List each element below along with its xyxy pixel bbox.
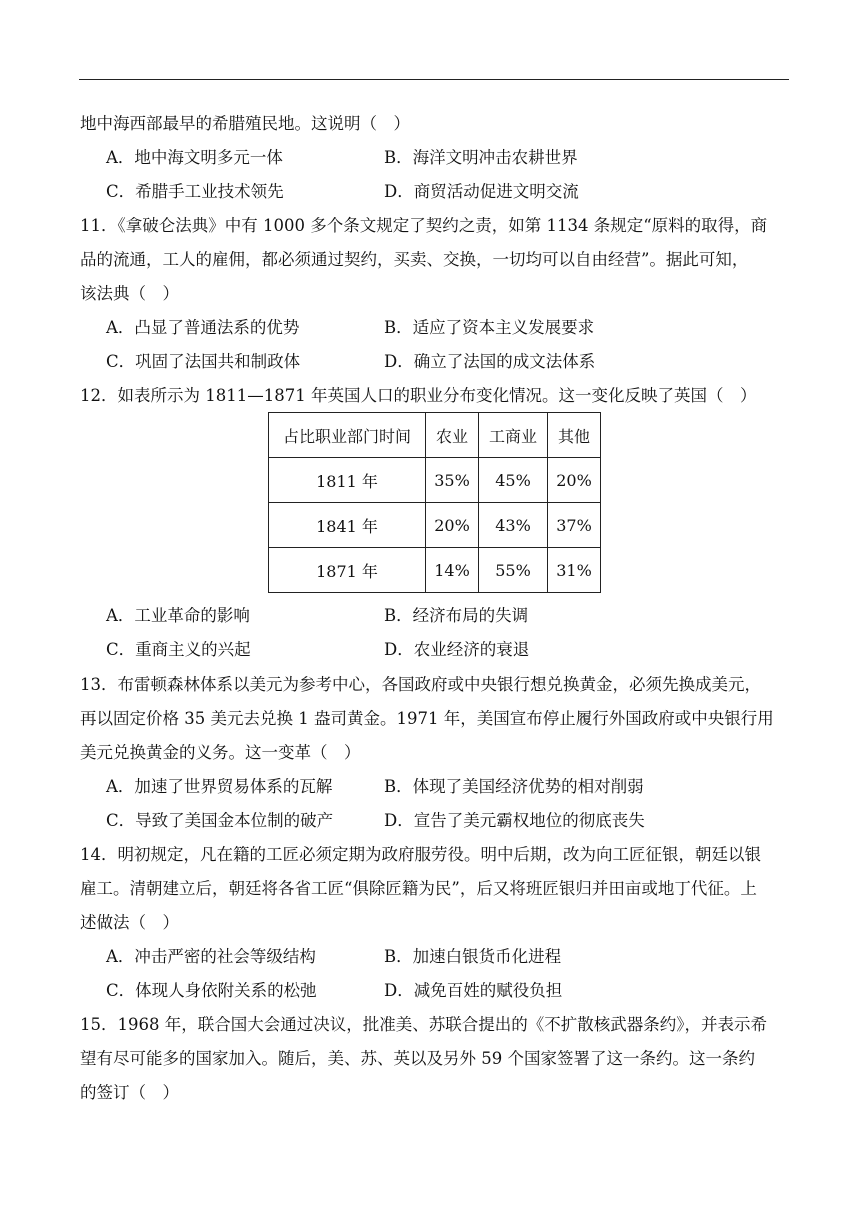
table-header-row bbox=[269, 413, 601, 458]
q11-stem-line-1: 11．《拿破仑法典》中有 1000 多个条文规定了契约之责，如第 1134 条规定“原料的取得，商 bbox=[80, 216, 768, 235]
q11-option-b[interactable]: B．适应了资本主义发展要求 bbox=[384, 318, 595, 337]
header-rule bbox=[79, 79, 789, 80]
q10-option-d[interactable]: D．商贸活动促进文明交流 bbox=[384, 182, 579, 201]
q13-option-b[interactable]: B．体现了美国经济优势的相对削弱 bbox=[384, 777, 644, 796]
q11-stem-line-2: 品的流通，工人的雇佣，都必须通过契约，买卖、交换，一切均可以自由经营”。据此可知， bbox=[80, 250, 749, 269]
q14-option-c[interactable]: C．体现人身依附关系的松弛 bbox=[106, 981, 317, 1000]
q13-option-d[interactable]: D．宣告了美元霸权地位的彻底丧失 bbox=[384, 811, 645, 830]
q13-stem-line-3: 美元兑换黄金的义务。这一变革（ ） bbox=[80, 743, 361, 762]
table-header-cell: 农业 bbox=[426, 413, 479, 458]
table-cell-year: 1811 年 bbox=[269, 458, 426, 503]
table-cell: 55% bbox=[479, 548, 548, 593]
q13-option-c[interactable]: C．导致了美国金本位制的破产 bbox=[106, 811, 334, 830]
q10-option-a[interactable]: A．地中海文明多元一体 bbox=[106, 148, 283, 167]
table-header-cell: 工商业 bbox=[479, 413, 548, 458]
q10-stem-tail: 地中海西部最早的希腊殖民地。这说明（ ） bbox=[80, 114, 410, 133]
table-header-cell: 占比职业部门时间 bbox=[269, 413, 426, 458]
q15-stem-line-1: 15．1968 年，联合国大会通过决议，批准美、苏联合提出的《不扩散核武器条约》，并表示希 bbox=[80, 1015, 767, 1034]
q15-stem-line-3: 的签订（ ） bbox=[80, 1083, 179, 1102]
table-cell: 31% bbox=[548, 548, 601, 593]
q11-option-a[interactable]: A．凸显了普通法系的优势 bbox=[106, 318, 300, 337]
q15-stem-line-2: 望有尽可能多的国家加入。随后，美、苏、英以及另外 59 个国家签署了这一条约。这一条约 bbox=[80, 1049, 755, 1068]
table-cell: 35% bbox=[426, 458, 479, 503]
table-cell: 37% bbox=[548, 503, 601, 548]
q11-option-d[interactable]: D．确立了法国的成文法体系 bbox=[384, 352, 596, 371]
table-cell: 20% bbox=[426, 503, 479, 548]
population-table bbox=[268, 412, 601, 593]
table-cell-year: 1841 年 bbox=[269, 503, 426, 548]
table-row bbox=[269, 548, 601, 593]
q12-option-a[interactable]: A．工业革命的影响 bbox=[106, 606, 250, 625]
q14-stem-line-1: 14．明初规定，凡在籍的工匠必须定期为政府服劳役。明中后期，改为向工匠征银，朝廷以银 bbox=[80, 845, 761, 864]
table-cell: 43% bbox=[479, 503, 548, 548]
table-cell: 45% bbox=[479, 458, 548, 503]
q12-option-b[interactable]: B．经济布局的失调 bbox=[384, 606, 529, 625]
q11-option-c[interactable]: C．巩固了法国共和制政体 bbox=[106, 352, 301, 371]
q14-stem-line-2: 雇工。清朝建立后，朝廷将各省工匠“俱除匠籍为民”，后又将班匠银归并田亩或地丁代征。上 bbox=[80, 879, 757, 898]
table-cell: 20% bbox=[548, 458, 601, 503]
q10-option-b[interactable]: B．海洋文明冲击农耕世界 bbox=[384, 148, 578, 167]
table-header-cell: 其他 bbox=[548, 413, 601, 458]
q10-option-c[interactable]: C．希腊手工业技术领先 bbox=[106, 182, 284, 201]
q13-option-a[interactable]: A．加速了世界贸易体系的瓦解 bbox=[106, 777, 333, 796]
q14-option-b[interactable]: B．加速白银货币化进程 bbox=[384, 947, 562, 966]
q14-option-d[interactable]: D．减免百姓的赋役负担 bbox=[384, 981, 563, 1000]
table-row bbox=[269, 458, 601, 503]
q12-option-c[interactable]: C．重商主义的兴起 bbox=[106, 640, 251, 659]
q13-stem-line-1: 13．布雷顿森林体系以美元为参考中心，各国政府或中央银行想兑换黄金，必须先换成美元， bbox=[80, 675, 761, 694]
table-cell: 14% bbox=[426, 548, 479, 593]
q14-option-a[interactable]: A．冲击严密的社会等级结构 bbox=[106, 947, 316, 966]
table-cell-year: 1871 年 bbox=[269, 548, 426, 593]
q12-option-d[interactable]: D．农业经济的衰退 bbox=[384, 640, 530, 659]
table-row bbox=[269, 503, 601, 548]
q13-stem-line-2: 再以固定价格 35 美元去兑换 1 盎司黄金。1971 年，美国宣布停止履行外国政府或中央银行用 bbox=[80, 709, 774, 728]
q11-stem-line-3: 该法典（ ） bbox=[80, 284, 179, 303]
q12-stem: 12．如表所示为 1811—1871 年英国人口的职业分布变化情况。这一变化反映了英国（ ） bbox=[80, 386, 757, 405]
q14-stem-line-3: 述做法（ ） bbox=[80, 913, 179, 932]
